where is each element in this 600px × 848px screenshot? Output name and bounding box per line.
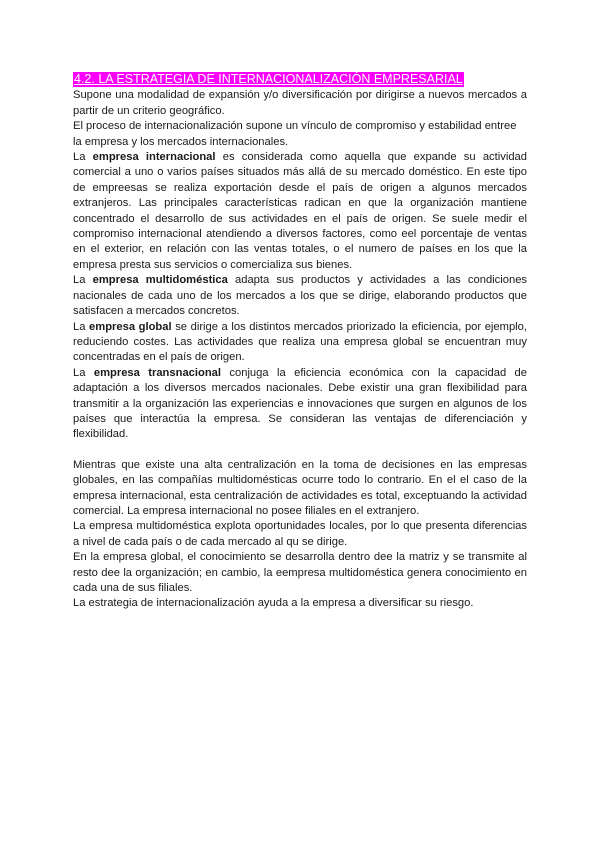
text-body: conjuga la eficiencia económica con la capacidad de adaptación a los diversos mercados nacionales. Debe existir una gran flexibilidad para transmitir a la organización las experiencias e innovaciones que surgen en algunos de los países que interactúa la empresa. Se consideran las ventajas de diferenciación y flexibilidad. — [73, 366, 528, 441]
paragraph-empresa-transnacional — [73, 366, 527, 443]
paragraph-multidomestica-local: La empresa multidoméstica explota oportunidades locales, por lo que presenta diferencias a nivel de cada país o de cada mercado al qu se dirige. — [73, 520, 527, 548]
paragraph-empresa-internacional — [73, 150, 527, 273]
paragraph-empresa-multidomestica — [73, 273, 527, 319]
paragraph-centralizacion: Mientras que existe una alta centralización en la toma de decisiones en las empresas globales, en las compañías multidomésticas ocurre todo lo contrario. En el el caso de la empresa internacional, esta centralización de actividades es total, exceptuando la actividad comercial. La empresa internacional no posee filiales en el extranjero. — [73, 458, 527, 517]
document-page — [73, 72, 527, 612]
text-prefix: La — [73, 274, 93, 287]
paragraph-conclusion: La estrategia de internacionalización ayuda a la empresa a diversificar su riesgo. — [73, 597, 474, 610]
text-prefix: La — [73, 320, 90, 333]
paragraph-process: El proceso de internacionalización supone un vínculo de compromiso y estabilidad entree la empresa y los mercados internacionales. — [73, 120, 517, 148]
section-heading: 4.2. LA ESTRATEGIA DE INTERNACIONALIZACIÓN EMPRESARIAL — [74, 72, 463, 86]
text-body: es considerada como aquella que expande su actividad comercial a uno o varios países situados más allá de su mercado doméstico. En este tipo de empreesas se realiza exportación desde el país de origen a algunos mercados extranjeros. Las principales características radican en que la organización mantiene concentrado el desarrollo de sus actividades en el país de origen. Se suele medir el compromiso internacional atendiendo a diversos factores, como eel porcentaje de ventas en el exterior, en relación con las ventas totales, o el numero de países en los que la empresa presta sus servicios o comercializa sus bienes. — [73, 151, 527, 271]
text-prefix: La — [73, 151, 93, 164]
term-empresa-multidomestica: empresa multidoméstica — [92, 274, 228, 287]
paragraph-empresa-global — [73, 320, 527, 366]
text-body: adapta sus productos y actividades a las condiciones nacionales de cada uno de los mercados a los que se dirige, elaborando productos que satisfacen a mercados concretos. — [73, 274, 528, 318]
term-empresa-transnacional: empresa transnacional — [93, 366, 222, 379]
paragraph-definition: Supone una modalidad de expansión y/o diversificación por dirigirse a nuevos mercados a partir de un criterio geográfico. — [73, 89, 527, 117]
text-prefix: La — [73, 366, 94, 379]
term-empresa-internacional: empresa internacional — [92, 151, 216, 164]
paragraph-conocimiento: En la empresa global, el conocimiento se desarrolla dentro dee la matriz y se transmite al resto dee la organización; en cambio, la eempresa multidoméstica genera conocimiento en cada una de sus filiales. — [73, 551, 527, 594]
paragraph-spacer — [73, 443, 527, 458]
term-empresa-global: empresa global — [89, 320, 172, 333]
text-body: se dirige a los distintos mercados priorizado la eficiencia, por ejemplo, reduciendo costes. Las actividades que realiza una empresa global se encuentran muy concentradas en el país de origen. — [73, 320, 528, 364]
